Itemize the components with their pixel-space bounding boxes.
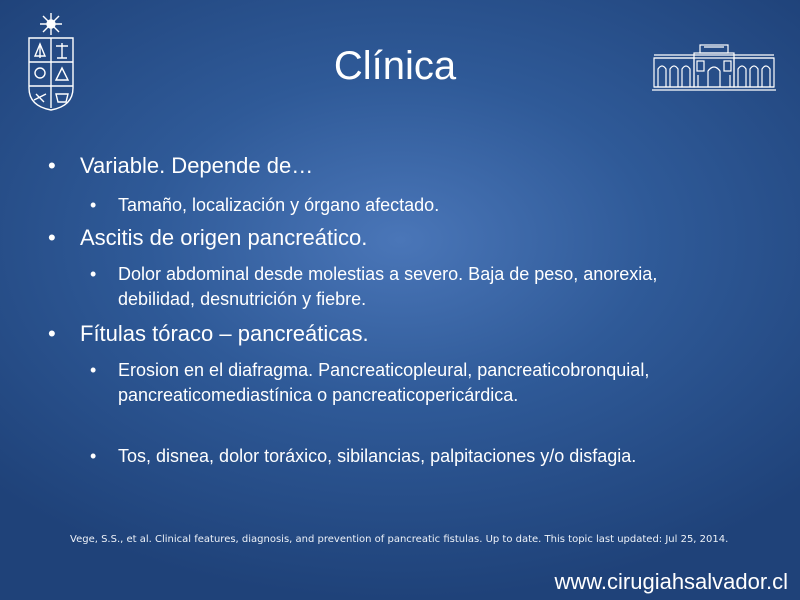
bullet-text: Ascitis de origen pancreático. (80, 225, 368, 250)
sub-bullet-text: Erosion en el diafragma. Pancreaticopleural, pancreaticobronquial, pancreaticomediastínica o pancreaticopericárdica. (118, 360, 650, 405)
sub-bullet-text: Dolor abdominal desde molestias a severo. Baja de peso, anorexia, debilidad, desnutrición y fiebre. (118, 264, 658, 309)
bullet-icon: • (90, 446, 97, 466)
bullet-icon: • (48, 225, 56, 250)
bullet-icon: • (90, 195, 97, 215)
bullet-icon: • (48, 321, 56, 346)
reference-citation: Vege, S.S., et al. Clinical features, diagnosis, and prevention of pancreatic fistulas. Up to date. This topic last updated: Jul 25, 2014. (70, 534, 729, 545)
website-url: www.cirugiahsalvador.cl (554, 569, 788, 594)
slide-title: Clínica (333, 44, 457, 88)
sub-bullet-text: Tamaño, localización y órgano afectado. (118, 195, 440, 215)
bullet-icon: • (90, 264, 97, 284)
sub-bullet-text: Tos, disnea, dolor toráxico, sibilancias, palpitaciones y/o disfagia. (118, 446, 637, 466)
bullet-icon: • (90, 360, 97, 380)
bullet-icon: • (48, 153, 56, 178)
bullet-text: Variable. Depende de… (80, 153, 314, 178)
bullet-text: Fítulas tóraco – pancreáticas. (80, 321, 369, 346)
